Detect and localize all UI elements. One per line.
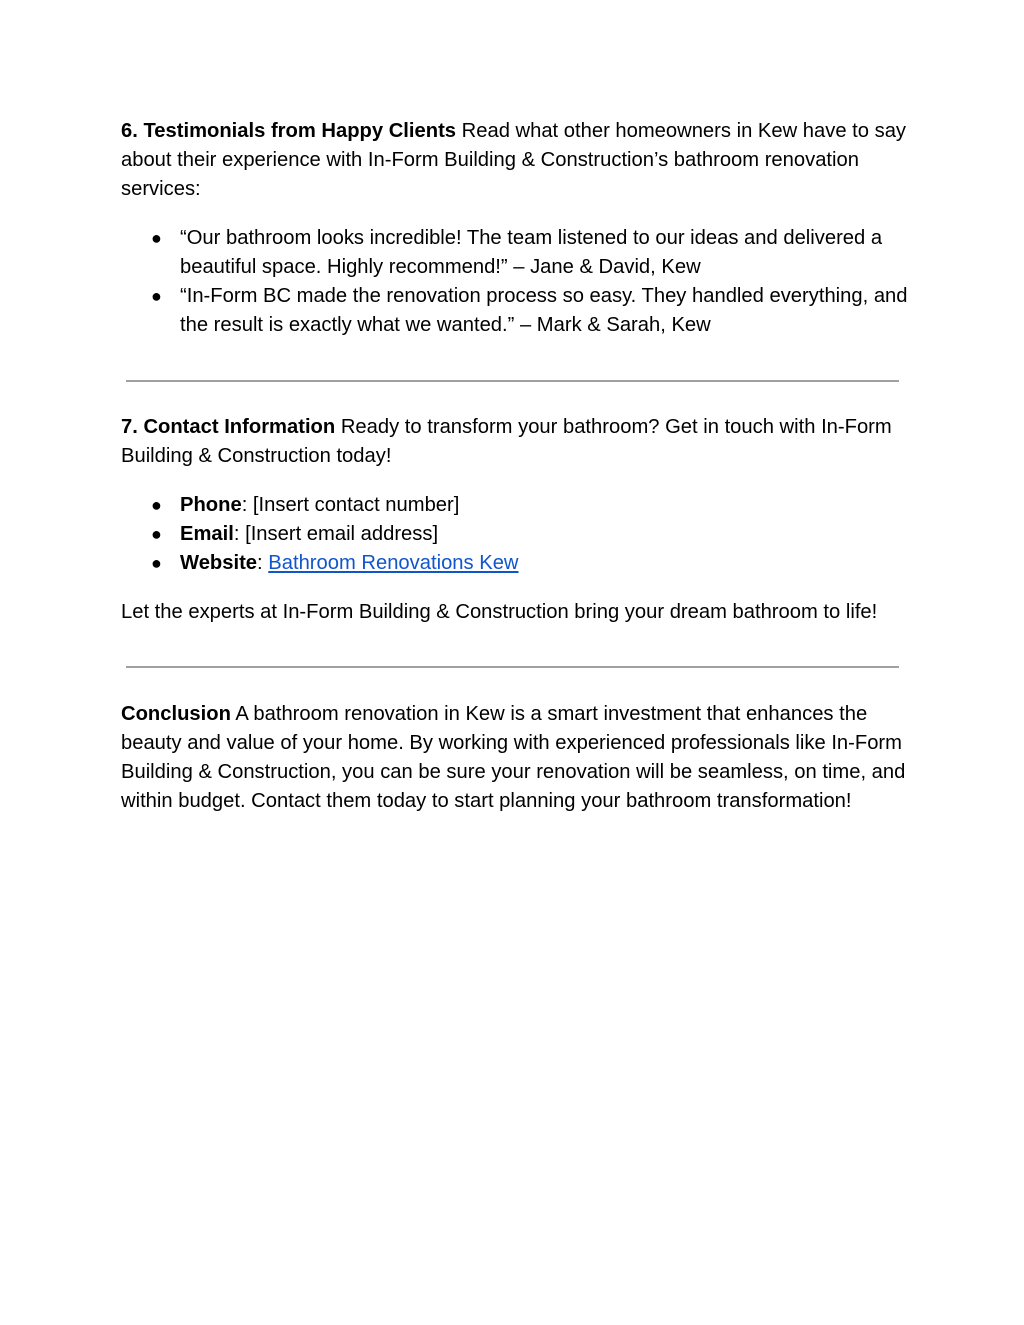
- document-page: [121, 117, 911, 816]
- testimonial-text: “In-Form BC made the renovation process so easy. They handled everything, and the result is exactly what we wanted.” – Mark & Sarah, Kew: [180, 285, 908, 336]
- conclusion-paragraph: [121, 700, 911, 816]
- list-item-phone: [121, 491, 911, 520]
- contact-list: [121, 491, 911, 578]
- phone-label: Phone: [180, 494, 242, 516]
- horizontal-divider: [126, 666, 899, 668]
- website-label: Website: [180, 552, 258, 574]
- testimonials-list: [121, 224, 911, 340]
- contact-paragraph: [121, 413, 911, 471]
- list-item: [121, 224, 911, 282]
- list-item: [121, 282, 911, 340]
- bullet-icon: ●: [151, 524, 162, 544]
- phone-value: : [Insert contact number]: [241, 494, 460, 516]
- website-separator: :: [257, 552, 269, 574]
- testimonials-paragraph: [121, 117, 911, 204]
- bullet-icon: ●: [151, 228, 162, 248]
- list-item-email: [121, 520, 911, 549]
- conclusion-body: A bathroom renovation in Kew is a smart investment that enhances the beauty and value of your home. By working with experienced professionals like In-Form Building & Construction, you can be sure your renovation will be seamless, on time, and within budget. Contact them today to start planning your bathroom transformation!: [121, 703, 906, 812]
- conclusion-heading: Conclusion: [121, 703, 231, 725]
- email-label: Email: [180, 523, 234, 545]
- closing-paragraph: Let the experts at In-Form Building & Construction bring your dream bathroom to life!: [121, 601, 878, 623]
- bullet-icon: ●: [151, 495, 162, 515]
- bullet-icon: ●: [151, 553, 162, 573]
- email-value: : [Insert email address]: [233, 523, 439, 545]
- testimonials-heading: 6. Testimonials from Happy Clients: [121, 120, 457, 142]
- list-item-website: [121, 549, 911, 578]
- contact-heading: 7. Contact Information: [121, 416, 336, 438]
- testimonials-intro: Read what other homeowners in Kew have to say about their experience with In-Form Building & Construction’s bathroom renovation services:: [121, 120, 907, 200]
- website-link[interactable]: Bathroom Renovations Kew: [268, 552, 519, 574]
- testimonial-text: “Our bathroom looks incredible! The team listened to our ideas and delivered a beautiful space. Highly recommend!” – Jane & David, Kew: [180, 227, 883, 278]
- contact-intro: Ready to transform your bathroom? Get in touch with In-Form Building & Construction today!: [121, 416, 892, 467]
- bullet-icon: ●: [151, 286, 162, 306]
- horizontal-divider: [126, 380, 899, 382]
